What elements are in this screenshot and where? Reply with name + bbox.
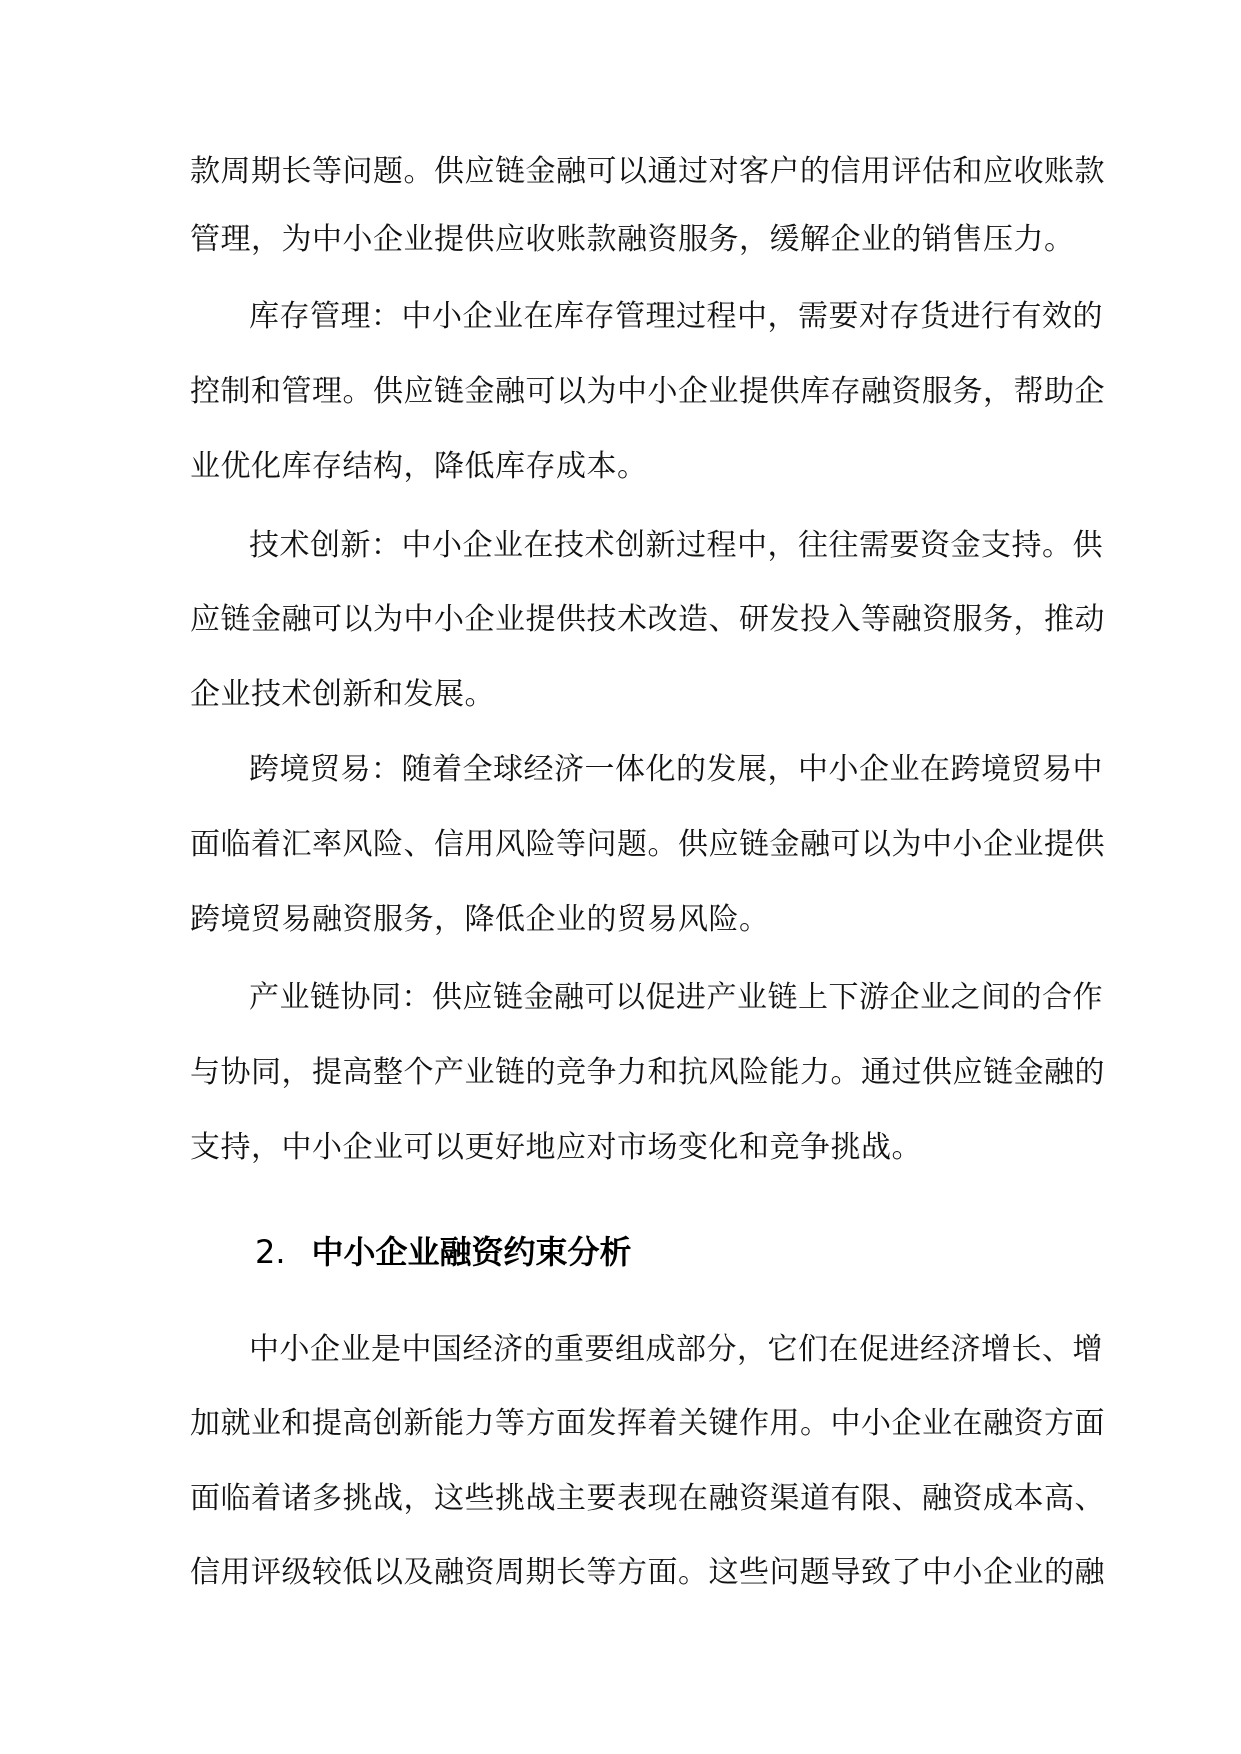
section-title: 中小企业融资约束分析 xyxy=(311,1233,632,1271)
section-number: 2. xyxy=(255,1233,286,1271)
paragraph-line: 控制和管理。供应链金融可以为中小企业提供库存融资服务，帮助企 xyxy=(190,374,1105,409)
paragraph-line: 跨境贸易融资服务，降低企业的贸易风险。 xyxy=(190,902,770,937)
paragraph-line: 库存管理：中小企业在库存管理过程中，需要对存货进行有效的 xyxy=(249,299,1103,334)
paragraph-line: 面临着汇率风险、信用风险等问题。供应链金融可以为中小企业提供 xyxy=(190,827,1105,862)
paragraph-line: 支持，中小企业可以更好地应对市场变化和竞争挑战。 xyxy=(190,1130,922,1165)
paragraph-line: 中小企业是中国经济的重要组成部分，它们在促进经济增长、增 xyxy=(249,1332,1103,1367)
section-heading xyxy=(255,1232,632,1272)
paragraph-line: 技术创新：中小企业在技术创新过程中，往往需要资金支持。供 xyxy=(249,528,1103,563)
paragraph-line: 业优化库存结构，降低库存成本。 xyxy=(190,449,648,484)
paragraph-line: 信用评级较低以及融资周期长等方面。这些问题导致了中小企业的融 xyxy=(190,1555,1105,1590)
paragraph-line: 跨境贸易：随着全球经济一体化的发展，中小企业在跨境贸易中 xyxy=(249,752,1103,787)
paragraph-line: 款周期长等问题。供应链金融可以通过对客户的信用评估和应收账款 xyxy=(190,154,1105,189)
paragraph-line: 企业技术创新和发展。 xyxy=(190,677,495,712)
paragraph-line: 产业链协同：供应链金融可以促进产业链上下游企业之间的合作 xyxy=(249,980,1103,1015)
paragraph-line: 面临着诸多挑战，这些挑战主要表现在融资渠道有限、融资成本高、 xyxy=(190,1481,1105,1516)
paragraph-line: 与协同，提高整个产业链的竞争力和抗风险能力。通过供应链金融的 xyxy=(190,1055,1105,1090)
paragraph-line: 应链金融可以为中小企业提供技术改造、研发投入等融资服务，推动 xyxy=(190,602,1105,637)
paragraph-line: 加就业和提高创新能力等方面发挥着关键作用。中小企业在融资方面 xyxy=(190,1406,1105,1441)
paragraph-line: 管理，为中小企业提供应收账款融资服务，缓解企业的销售压力。 xyxy=(190,222,1075,257)
